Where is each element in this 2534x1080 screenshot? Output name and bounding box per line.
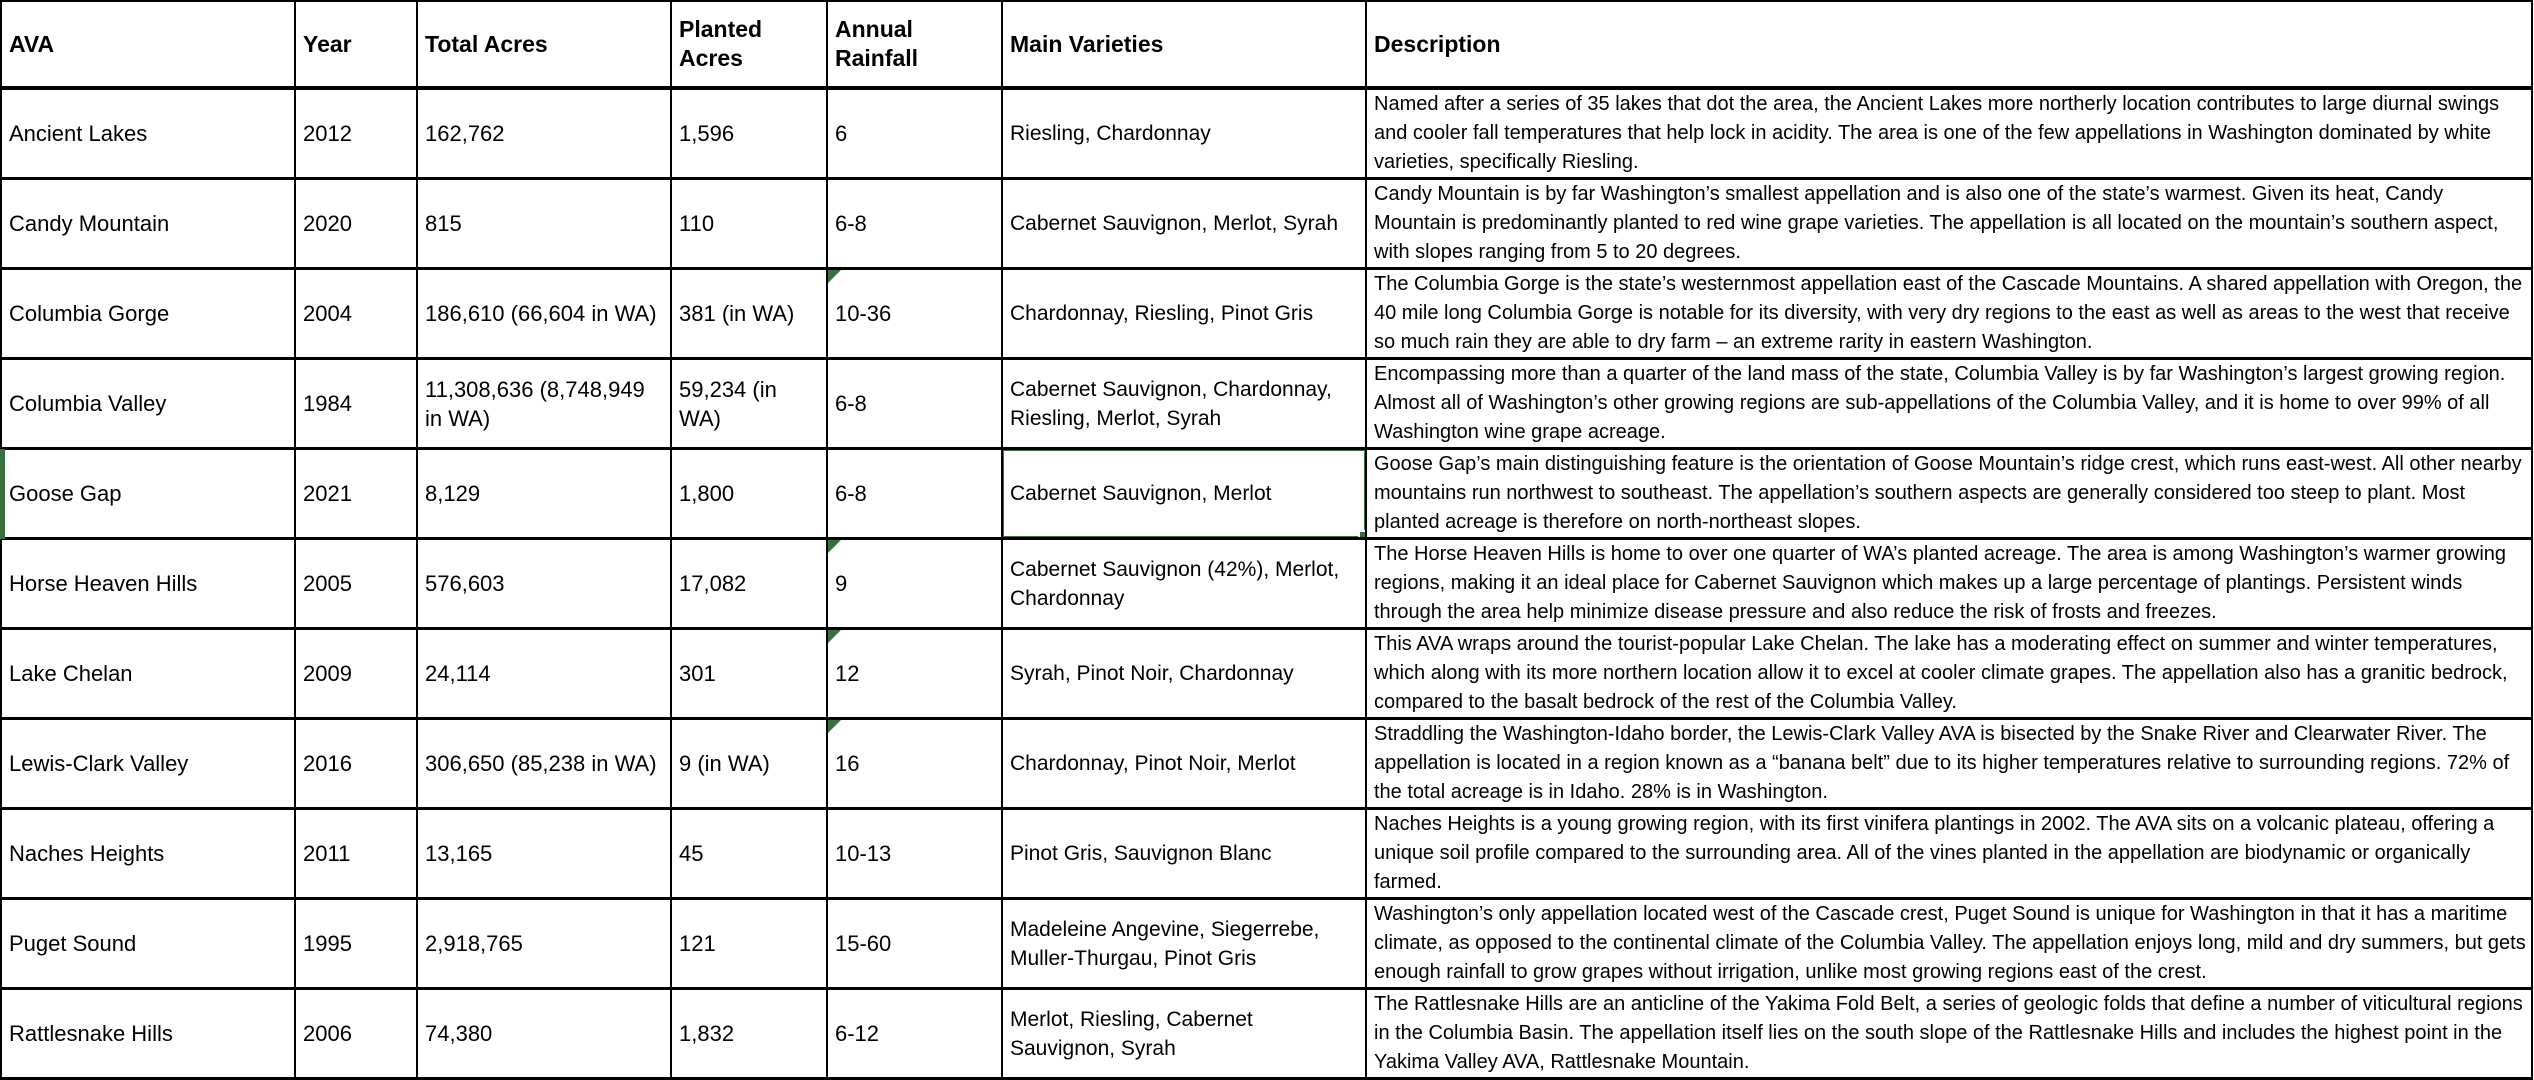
cell-annual-rainfall[interactable]: 6-8 xyxy=(827,449,1002,539)
cell-description[interactable]: Naches Heights is a young growing region, with its first vinifera plantings in 2002. The AVA sits on a volcanic plateau, offering a unique soil profile compared to the surrounding area. All of the vines planted in the appellation are biodynamic or organically farmed. xyxy=(1366,809,2532,899)
cell-year[interactable]: 2004 xyxy=(295,269,417,359)
header-ava[interactable]: AVA xyxy=(1,1,295,88)
selected-cell-main-varieties[interactable]: Cabernet Sauvignon, Merlot xyxy=(1002,449,1366,539)
table-row xyxy=(1,359,2532,449)
header-year[interactable]: Year xyxy=(295,1,417,88)
cell-main-varieties[interactable]: Syrah, Pinot Noir, Chardonnay xyxy=(1002,629,1366,719)
number-stored-as-text-indicator-icon xyxy=(828,720,841,733)
cell-description[interactable]: Candy Mountain is by far Washington’s smallest appellation and is also one of the state’s warmest. Given its heat, Candy Mountain is predominantly planted to red wine grape varieties. The appellation is all located on the mountain’s southern aspect, with slopes ranging from 5 to 20 degrees. xyxy=(1366,179,2532,269)
cell-main-varieties[interactable]: Cabernet Sauvignon, Chardonnay, Riesling, Merlot, Syrah xyxy=(1002,359,1366,449)
cell-planted-acres[interactable]: 1,596 xyxy=(671,88,827,179)
table-row xyxy=(1,88,2532,179)
fill-handle[interactable] xyxy=(1358,530,1366,539)
header-planted-acres[interactable]: Planted Acres xyxy=(671,1,827,88)
cell-description[interactable]: Straddling the Washington-Idaho border, the Lewis-Clark Valley AVA is bisected by the Snake River and Clearwater River. The appellation is located in a region known as a “banana belt” due to its higher temperatures relative to surrounding regions. 72% of the total acreage is in Idaho. 28% is in Washington. xyxy=(1366,719,2532,809)
cell-annual-rainfall[interactable]: 6 xyxy=(827,88,1002,179)
cell-ava[interactable]: Goose Gap xyxy=(1,449,295,539)
cell-planted-acres[interactable]: 1,832 xyxy=(671,989,827,1079)
cell-ava[interactable]: Candy Mountain xyxy=(1,179,295,269)
cell-total-acres[interactable]: 8,129 xyxy=(417,449,671,539)
cell-total-acres[interactable]: 306,650 (85,238 in WA) xyxy=(417,719,671,809)
cell-annual-rainfall[interactable]: 12 xyxy=(827,629,1002,719)
cell-total-acres[interactable]: 186,610 (66,604 in WA) xyxy=(417,269,671,359)
cell-annual-rainfall[interactable]: 9 xyxy=(827,539,1002,629)
table-row xyxy=(1,899,2532,989)
cell-planted-acres[interactable]: 121 xyxy=(671,899,827,989)
cell-ava[interactable]: Lewis-Clark Valley xyxy=(1,719,295,809)
cell-annual-rainfall[interactable]: 6-12 xyxy=(827,989,1002,1079)
table-row xyxy=(1,809,2532,899)
cell-ava[interactable]: Puget Sound xyxy=(1,899,295,989)
cell-planted-acres[interactable]: 1,800 xyxy=(671,449,827,539)
cell-year[interactable]: 2006 xyxy=(295,989,417,1079)
cell-ava[interactable]: Columbia Valley xyxy=(1,359,295,449)
cell-year[interactable]: 2012 xyxy=(295,88,417,179)
cell-ava[interactable]: Horse Heaven Hills xyxy=(1,539,295,629)
cell-total-acres[interactable]: 13,165 xyxy=(417,809,671,899)
cell-ava[interactable]: Lake Chelan xyxy=(1,629,295,719)
cell-ava[interactable]: Ancient Lakes xyxy=(1,88,295,179)
cell-main-varieties[interactable]: Pinot Gris, Sauvignon Blanc xyxy=(1002,809,1366,899)
cell-planted-acres[interactable]: 301 xyxy=(671,629,827,719)
cell-total-acres[interactable]: 74,380 xyxy=(417,989,671,1079)
cell-total-acres[interactable]: 11,308,636 (8,748,949 in WA) xyxy=(417,359,671,449)
cell-main-varieties[interactable]: Cabernet Sauvignon (42%), Merlot, Chardonnay xyxy=(1002,539,1366,629)
selected-row-indicator xyxy=(0,449,5,539)
cell-main-varieties[interactable]: Riesling, Chardonnay xyxy=(1002,88,1366,179)
table-row xyxy=(1,269,2532,359)
cell-annual-rainfall[interactable]: 10-36 xyxy=(827,269,1002,359)
cell-year[interactable]: 2021 xyxy=(295,449,417,539)
cell-annual-rainfall[interactable]: 15-60 xyxy=(827,899,1002,989)
cell-planted-acres[interactable]: 381 (in WA) xyxy=(671,269,827,359)
cell-year[interactable]: 2011 xyxy=(295,809,417,899)
cell-year[interactable]: 1984 xyxy=(295,359,417,449)
cell-description[interactable]: Washington’s only appellation located west of the Cascade crest, Puget Sound is unique for Washington in that it has a maritime climate, as opposed to the continental climate of the Columbia Valley. The appellation enjoys long, mild and dry summers, but gets enough rainfall to grow grapes without irrigation, unlike most growing regions east of the crest. xyxy=(1366,899,2532,989)
cell-description[interactable]: Encompassing more than a quarter of the land mass of the state, Columbia Valley is by far Washington’s largest growing region. Almost all of Washington’s other growing regions are sub-appellations of the Columbia Valley, and it is home to over 99% of all Washington wine grape acreage. xyxy=(1366,359,2532,449)
cell-year[interactable]: 2020 xyxy=(295,179,417,269)
cell-main-varieties[interactable]: Madeleine Angevine, Siegerrebe, Muller-Thurgau, Pinot Gris xyxy=(1002,899,1366,989)
cell-planted-acres[interactable]: 9 (in WA) xyxy=(671,719,827,809)
cell-description[interactable]: Goose Gap’s main distinguishing feature is the orientation of Goose Mountain’s ridge crest, which runs east-west. All other nearby mountains run northwest to southeast. The appellation’s southern aspects are generally considered too steep to plant. Most planted acreage is therefore on north-northeast slopes. xyxy=(1366,449,2532,539)
cell-description[interactable]: The Rattlesnake Hills are an anticline of the Yakima Fold Belt, a series of geologic folds that define a number of viticultural regions in the Columbia Basin. The appellation itself lies on the south slope of the Rattlesnake Hills and includes the highest point in the Yakima Valley AVA, Rattlesnake Mountain. xyxy=(1366,989,2532,1079)
cell-ava[interactable]: Naches Heights xyxy=(1,809,295,899)
header-total-acres[interactable]: Total Acres xyxy=(417,1,671,88)
cell-description[interactable]: The Columbia Gorge is the state’s westernmost appellation east of the Cascade Mountains. A shared appellation with Oregon, the 40 mile long Columbia Gorge is notable for its diversity, with very dry regions to the east as well as areas to the west that receive so much rain they are able to dry farm – an extreme rarity in eastern Washington. xyxy=(1366,269,2532,359)
cell-description[interactable]: The Horse Heaven Hills is home to over one quarter of WA’s planted acreage. The area is among Washington’s warmer growing regions, making it an ideal place for Cabernet Sauvignon which makes up a large percentage of plantings. Persistent winds through the area help minimize disease pressure and also reduce the risk of frosts and freezes. xyxy=(1366,539,2532,629)
cell-total-acres[interactable]: 162,762 xyxy=(417,88,671,179)
table-row xyxy=(1,179,2532,269)
cell-ava[interactable]: Columbia Gorge xyxy=(1,269,295,359)
cell-main-varieties[interactable]: Merlot, Riesling, Cabernet Sauvignon, Syrah xyxy=(1002,989,1366,1079)
number-stored-as-text-indicator-icon xyxy=(828,540,841,553)
cell-year[interactable]: 2009 xyxy=(295,629,417,719)
header-description[interactable]: Description xyxy=(1366,1,2532,88)
header-annual-rainfall[interactable]: Annual Rainfall xyxy=(827,1,1002,88)
cell-ava[interactable]: Rattlesnake Hills xyxy=(1,989,295,1079)
header-row xyxy=(1,1,2532,88)
cell-total-acres[interactable]: 24,114 xyxy=(417,629,671,719)
number-stored-as-text-indicator-icon xyxy=(828,270,841,283)
cell-total-acres[interactable]: 576,603 xyxy=(417,539,671,629)
table-row xyxy=(1,719,2532,809)
table-row xyxy=(1,989,2532,1079)
table-row xyxy=(1,629,2532,719)
cell-year[interactable]: 2005 xyxy=(295,539,417,629)
cell-year[interactable]: 1995 xyxy=(295,899,417,989)
cell-annual-rainfall[interactable]: 6-8 xyxy=(827,359,1002,449)
cell-annual-rainfall[interactable]: 6-8 xyxy=(827,179,1002,269)
cell-planted-acres[interactable]: 59,234 (in WA) xyxy=(671,359,827,449)
cell-planted-acres[interactable]: 45 xyxy=(671,809,827,899)
cell-main-varieties[interactable]: Chardonnay, Pinot Noir, Merlot xyxy=(1002,719,1366,809)
cell-annual-rainfall[interactable]: 10-13 xyxy=(827,809,1002,899)
cell-description[interactable]: Named after a series of 35 lakes that dot the area, the Ancient Lakes more northerly location contributes to large diurnal swings and cooler fall temperatures that help lock in acidity. The area is one of the few appellations in Washington dominated by white varieties, specifically Riesling. xyxy=(1366,88,2532,179)
cell-total-acres[interactable]: 815 xyxy=(417,179,671,269)
cell-annual-rainfall[interactable]: 16 xyxy=(827,719,1002,809)
cell-main-varieties[interactable]: Chardonnay, Riesling, Pinot Gris xyxy=(1002,269,1366,359)
cell-planted-acres[interactable]: 110 xyxy=(671,179,827,269)
number-stored-as-text-indicator-icon xyxy=(828,630,841,643)
cell-main-varieties[interactable]: Cabernet Sauvignon, Merlot, Syrah xyxy=(1002,179,1366,269)
header-main-varieties[interactable]: Main Varieties xyxy=(1002,1,1366,88)
cell-description[interactable]: This AVA wraps around the tourist-popular Lake Chelan. The lake has a moderating effect on summer and winter temperatures, which along with its more northern location allow it to excel at cooler climate grapes. The appellation also has a granitic bedrock, compared to the basalt bedrock of the rest of the Columbia Valley. xyxy=(1366,629,2532,719)
cell-planted-acres[interactable]: 17,082 xyxy=(671,539,827,629)
table-row selected-row xyxy=(1,449,2532,539)
cell-total-acres[interactable]: 2,918,765 xyxy=(417,899,671,989)
cell-year[interactable]: 2016 xyxy=(295,719,417,809)
table-row xyxy=(1,539,2532,629)
